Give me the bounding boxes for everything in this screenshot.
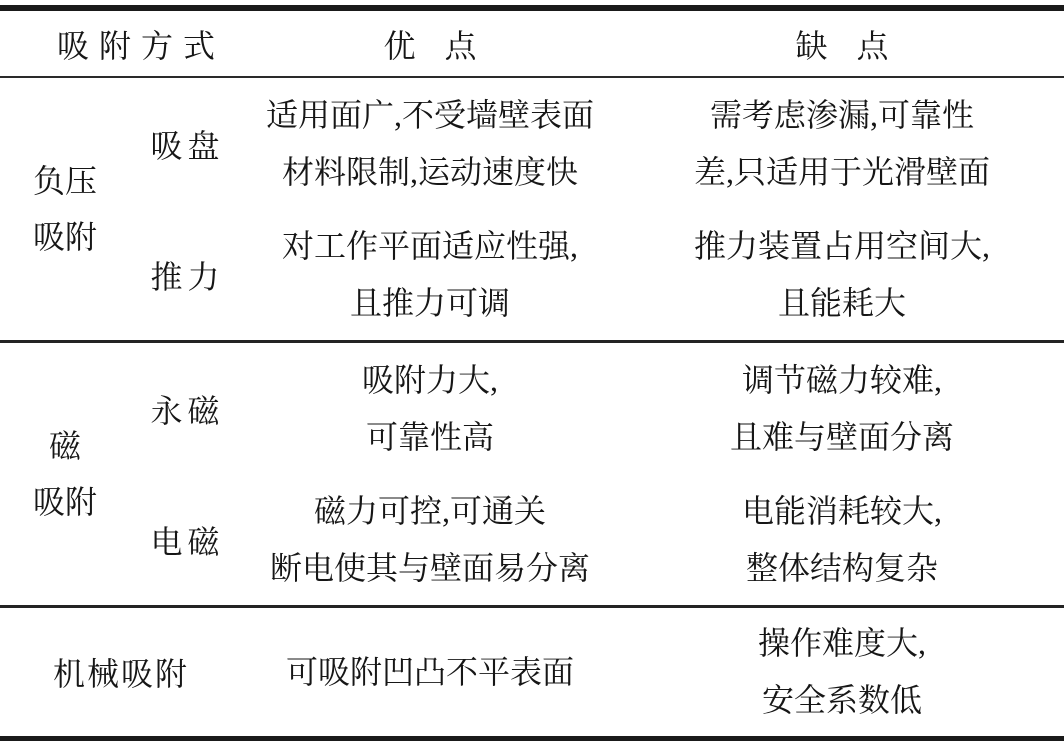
group-label-mechanical: 机械吸附 (52, 656, 189, 692)
sub-label-permanent-magnet: 永磁 (150, 392, 225, 429)
cons-line: 需考虑渗漏,可靠性 (709, 96, 974, 133)
group-label-line: 磁 (48, 428, 81, 464)
pros-cell (240, 483, 620, 597)
cons-line: 且难与壁面分离 (729, 418, 954, 455)
cons-line: 安全系数低 (761, 682, 922, 718)
header-pros: 优点 (383, 27, 506, 64)
table-row-thrust (130, 209, 1064, 340)
cons-cell (620, 352, 1064, 466)
pros-cell (240, 644, 620, 701)
pros-cell (240, 87, 620, 201)
section-rows (130, 343, 1064, 605)
cons-line: 整体结构复杂 (745, 549, 938, 586)
header-cons: 缺点 (795, 27, 918, 64)
group-label-line: 吸附 (32, 484, 97, 520)
pros-line: 磁力可控,可通关 (313, 492, 546, 529)
section-magnetic (0, 343, 1064, 605)
pros-line: 且推力可调 (349, 284, 510, 321)
cons-line: 操作难度大, (757, 625, 926, 661)
table-bottom-border (0, 736, 1064, 741)
pros-line: 吸附力大, (361, 361, 498, 398)
section-rows (130, 78, 1064, 340)
cons-cell (620, 483, 1064, 597)
group-label-line: 负压 (32, 163, 97, 199)
pros-line: 材料限制,运动速度快 (281, 153, 578, 190)
pros-line: 对工作平面适应性强, (281, 227, 578, 264)
cons-line: 推力装置占用空间大, (693, 227, 990, 264)
group-label-magnetic (0, 343, 130, 605)
group-label-line: 吸附 (32, 219, 97, 255)
pros-line: 断电使其与壁面易分离 (269, 549, 590, 586)
sub-label-electromagnet: 电磁 (150, 523, 225, 560)
cons-line: 电能消耗较大, (741, 492, 942, 529)
cons-cell (620, 615, 1064, 729)
cons-line: 调节磁力较难, (741, 361, 942, 398)
cons-cell (620, 87, 1064, 201)
pros-line: 适用面广,不受墙壁表面 (265, 96, 594, 133)
group-label-negative-pressure (0, 78, 130, 340)
section-mechanical (0, 608, 1064, 736)
cons-cell (620, 218, 1064, 332)
table-header-row (0, 11, 1064, 76)
pros-line: 可靠性高 (365, 418, 494, 455)
table-row-electromagnet (130, 474, 1064, 605)
section-negative-pressure (0, 78, 1064, 340)
pros-cell (240, 352, 620, 466)
sub-label-thrust: 推力 (150, 258, 225, 295)
pros-cell (240, 218, 620, 332)
cons-line: 差,只适用于光滑壁面 (693, 153, 990, 190)
pros-line: 可吸附凹凸不平表面 (285, 653, 574, 690)
sub-label-suction-cup: 吸盘 (150, 127, 225, 164)
table-row-suction-cup (130, 78, 1064, 209)
cons-line: 且能耗大 (777, 284, 906, 321)
header-method: 吸附方式 (56, 27, 225, 64)
table-row-permanent-magnet (130, 343, 1064, 474)
